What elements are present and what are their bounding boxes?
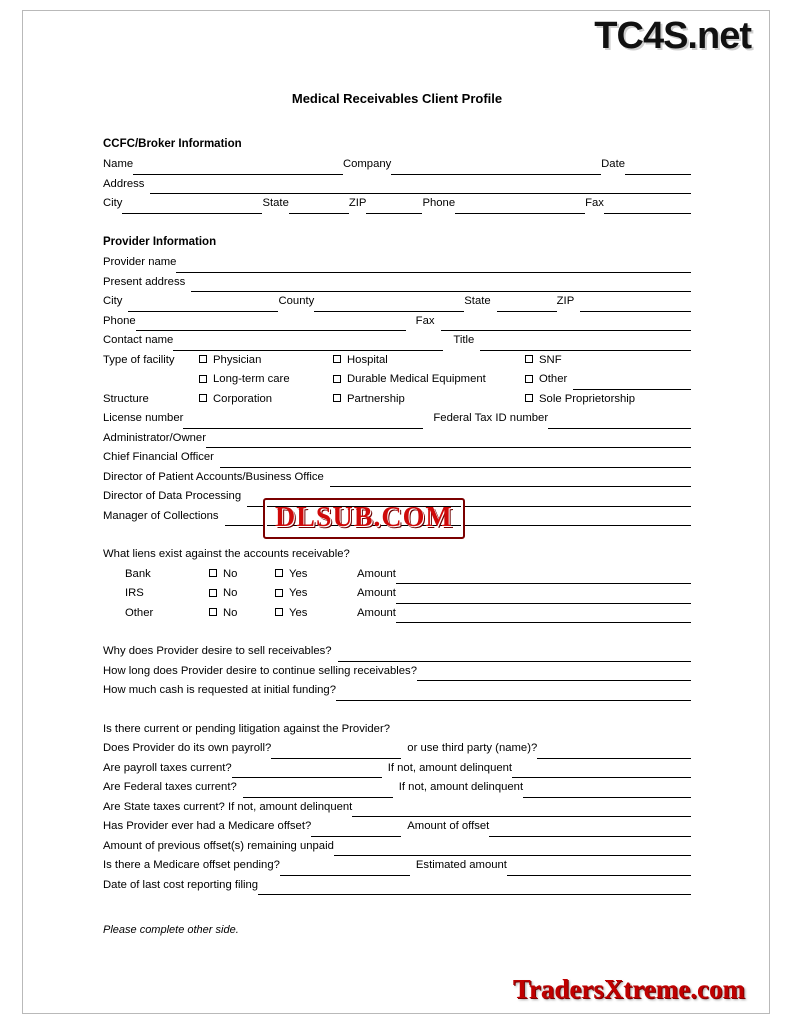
label-chief-financial-officer: Chief Financial Officer (103, 451, 214, 463)
option-label: Yes (289, 567, 308, 580)
lien-row-bank (103, 565, 691, 585)
checkbox-icon[interactable] (275, 608, 283, 616)
lien-label-irs: IRS (125, 587, 144, 599)
checkbox-icon[interactable] (525, 375, 533, 383)
checkbox-icon[interactable] (333, 355, 341, 363)
input-broker-city[interactable] (122, 200, 262, 214)
input-estimated-amount[interactable] (507, 862, 691, 876)
label-provider-phone: Phone (103, 314, 136, 327)
payroll-row (103, 739, 691, 759)
input-irs-amount[interactable] (396, 590, 691, 604)
label-litigation-question: Is there current or pending litigation against the Provider? (103, 722, 390, 735)
input-director-patient-accounts[interactable] (330, 473, 691, 487)
label-address: Address (103, 177, 145, 190)
section-heading-provider: Provider Information (103, 235, 217, 248)
license-row (103, 409, 691, 429)
checkbox-icon[interactable] (209, 569, 217, 577)
label-offset-pending: Is there a Medicare offset pending? (103, 859, 280, 871)
label-federal-tax-id: Federal Tax ID number (433, 412, 549, 424)
label-date: Date (601, 158, 625, 170)
checkbox-irs-no[interactable] (209, 584, 275, 604)
lien-row-irs (103, 584, 691, 604)
input-contact-title[interactable] (480, 337, 691, 351)
label-how-much-cash: How much cash is requested at initial funding? (103, 684, 336, 696)
label-payroll-taxes-current: Are payroll taxes current? (103, 761, 232, 774)
checkbox-facility-physician[interactable] (199, 351, 333, 371)
option-label: Sole Proprietorship (539, 392, 636, 405)
label-own-payroll: Does Provider do its own payroll? (103, 742, 272, 754)
input-bank-amount[interactable] (396, 570, 691, 584)
option-label: No (223, 606, 238, 619)
section-heading-broker: CCFC/Broker Information (103, 137, 242, 150)
provider-contact-row (103, 331, 691, 351)
payroll-taxes-row (103, 759, 691, 779)
label-provider-city: City (103, 295, 123, 307)
label-provider-fax: Fax (415, 314, 435, 327)
label-payroll-delinquent: If not, amount delinquent (387, 761, 513, 774)
input-federal-delinquent[interactable] (523, 784, 691, 798)
desire-cash-row (103, 681, 691, 701)
checkbox-icon[interactable] (209, 608, 217, 616)
label-estimated-amount: Estimated amount (415, 859, 507, 871)
input-payroll-taxes-current[interactable] (232, 764, 382, 778)
label-name: Name (103, 158, 134, 170)
label-state: State (262, 197, 289, 209)
label-irs-amount: Amount (357, 587, 396, 599)
input-why-sell[interactable] (338, 648, 691, 662)
label-liens-question: What liens exist against the accounts receivable? (103, 548, 350, 560)
input-administrator-owner[interactable] (206, 434, 691, 448)
label-contact-name: Contact name (103, 334, 174, 346)
input-federal-taxes-current[interactable] (243, 784, 393, 798)
label-structure: Structure (103, 392, 149, 405)
input-broker-name[interactable] (133, 161, 343, 175)
label-previous-offset-unpaid: Amount of previous offset(s) remaining unpaid (103, 839, 334, 852)
provider-name-row (103, 253, 691, 273)
patient-accounts-row (103, 468, 691, 488)
label-city: City (103, 197, 123, 209)
checkbox-structure-partnership[interactable] (333, 390, 525, 410)
input-amount-of-offset[interactable] (489, 823, 691, 837)
watermark-top-logo: TC4S.net (594, 15, 751, 57)
input-broker-company[interactable] (391, 161, 601, 175)
input-medicare-offset[interactable] (311, 823, 401, 837)
input-payroll-delinquent[interactable] (512, 764, 691, 778)
option-label: Hospital (347, 353, 388, 366)
input-chief-financial-officer[interactable] (220, 454, 691, 468)
label-provider-name: Provider name (103, 256, 177, 268)
watermark-bottom-logo: TradersXtreme.com (512, 974, 745, 1004)
input-how-much-cash[interactable] (336, 687, 691, 701)
option-label: Durable Medical Equipment (347, 373, 486, 385)
label-why-sell: Why does Provider desire to sell receivables? (103, 645, 332, 657)
label-bank-amount: Amount (357, 567, 396, 580)
previous-offset-row (103, 837, 691, 857)
checkbox-facility-other[interactable] (525, 370, 567, 390)
facility-row-1 (103, 351, 691, 371)
option-label: No (223, 567, 238, 580)
label-director-data-processing: Director of Data Processing (103, 490, 242, 502)
structure-row (103, 390, 691, 410)
input-contact-name[interactable] (173, 337, 443, 351)
lien-label-bank: Bank (125, 567, 151, 580)
label-contact-title: Title (453, 334, 475, 346)
option-label: SNF (539, 353, 562, 366)
input-provider-zip[interactable] (580, 298, 691, 312)
input-broker-fax[interactable] (604, 200, 691, 214)
checkbox-icon[interactable] (199, 394, 207, 402)
input-provider-state[interactable] (497, 298, 557, 312)
input-provider-city[interactable] (128, 298, 278, 312)
label-federal-delinquent: If not, amount delinquent (398, 781, 524, 793)
offset-pending-row (103, 856, 691, 876)
label-manager-of-collections: Manager of Collections (103, 509, 219, 522)
cfo-row (103, 448, 691, 468)
input-present-address[interactable] (191, 278, 691, 292)
input-broker-phone[interactable] (455, 200, 585, 214)
input-third-party[interactable] (537, 745, 691, 759)
input-license-number[interactable] (183, 415, 423, 429)
facility-row-2 (103, 370, 691, 390)
provider-address-row (103, 273, 691, 293)
broker-address-row (103, 175, 691, 195)
label-medicare-offset: Has Provider ever had a Medicare offset? (103, 820, 312, 832)
checkbox-icon[interactable] (525, 355, 533, 363)
checkbox-bank-no[interactable] (209, 565, 275, 585)
checkbox-structure-sole-proprietorship[interactable] (525, 390, 635, 410)
checkbox-icon[interactable] (333, 394, 341, 402)
document-page (22, 10, 770, 1014)
desire-duration-row (103, 662, 691, 682)
option-label: No (223, 587, 238, 599)
checkbox-facility-dme[interactable] (333, 370, 525, 390)
state-taxes-row (103, 798, 691, 818)
label-state-taxes: Are State taxes current? If not, amount delinquent (103, 800, 353, 813)
lien-label-other: Other (125, 606, 154, 619)
provider-phone-row (103, 312, 691, 332)
label-amount-of-offset: Amount of offset (407, 820, 490, 832)
input-state-taxes-delinquent[interactable] (352, 803, 691, 817)
checkbox-other-no[interactable] (209, 604, 275, 624)
checkbox-icon[interactable] (209, 589, 217, 597)
checkbox-facility-long-term-care[interactable] (199, 370, 333, 390)
checkbox-icon[interactable] (199, 355, 207, 363)
option-label: Other (539, 373, 568, 385)
option-label: Yes (289, 587, 308, 599)
litigation-question-row (103, 720, 691, 740)
option-label: Long-term care (213, 373, 290, 385)
label-license-number: License number (103, 412, 184, 424)
checkbox-facility-snf[interactable] (525, 351, 562, 371)
checkbox-icon[interactable] (333, 375, 341, 383)
broker-city-row (103, 194, 691, 214)
medicare-offset-row (103, 817, 691, 837)
input-broker-address[interactable] (150, 180, 691, 194)
input-other-amount[interactable] (396, 609, 691, 623)
liens-question-row (103, 545, 691, 565)
label-present-address: Present address (103, 275, 186, 288)
option-label: Corporation (213, 392, 273, 405)
input-federal-tax-id[interactable] (548, 415, 691, 429)
input-broker-state[interactable] (289, 200, 349, 214)
label-how-long: How long does Provider desire to continue selling receivables? (103, 664, 417, 677)
footer-note: Please complete other side. (103, 924, 239, 936)
label-federal-taxes-current: Are Federal taxes current? (103, 781, 237, 793)
watermark-center-stamp: DLSUB.COM (263, 498, 465, 539)
checkbox-other-yes[interactable] (275, 604, 357, 624)
label-type-of-facility: Type of facility (103, 353, 175, 366)
federal-taxes-row (103, 778, 691, 798)
input-provider-phone[interactable] (136, 317, 406, 331)
checkbox-icon[interactable] (525, 394, 533, 402)
input-offset-pending[interactable] (280, 862, 410, 876)
checkbox-irs-yes[interactable] (275, 584, 357, 604)
label-phone: Phone (422, 197, 456, 209)
label-director-patient-accounts: Director of Patient Accounts/Business Office (103, 470, 324, 483)
input-broker-date[interactable] (625, 161, 691, 175)
desire-sell-row (103, 642, 691, 662)
label-other-amount: Amount (357, 606, 396, 619)
label-provider-zip: ZIP (556, 295, 575, 307)
input-previous-offset-unpaid[interactable] (334, 842, 691, 856)
checkbox-icon[interactable] (199, 375, 207, 383)
label-fax: Fax (585, 197, 604, 209)
checkbox-icon[interactable] (275, 589, 283, 597)
input-provider-fax[interactable] (441, 317, 691, 331)
lien-row-other (103, 604, 691, 624)
input-cost-report-date[interactable] (258, 881, 691, 895)
label-provider-county: County (278, 295, 315, 307)
page-title: Medical Receivables Client Profile (291, 91, 503, 106)
option-label: Physician (213, 353, 262, 366)
label-zip: ZIP (348, 197, 367, 209)
input-broker-zip[interactable] (366, 200, 422, 214)
label-provider-state: State (464, 295, 491, 307)
label-third-party: or use third party (name)? (407, 742, 538, 754)
checkbox-facility-hospital[interactable] (333, 351, 525, 371)
input-facility-other[interactable] (573, 376, 691, 390)
administrator-row (103, 429, 691, 449)
label-cost-report-date: Date of last cost reporting filing (103, 878, 259, 891)
provider-city-row (103, 292, 691, 312)
label-administrator-owner: Administrator/Owner (103, 431, 206, 444)
option-label: Partnership (347, 392, 405, 405)
option-label: Yes (289, 606, 308, 619)
checkbox-icon[interactable] (275, 569, 283, 577)
input-provider-name[interactable] (176, 259, 691, 273)
checkbox-bank-yes[interactable] (275, 565, 357, 585)
input-how-long[interactable] (417, 667, 691, 681)
input-provider-county[interactable] (314, 298, 464, 312)
broker-name-row (103, 155, 691, 175)
input-own-payroll[interactable] (271, 745, 401, 759)
checkbox-structure-corporation[interactable] (199, 390, 333, 410)
label-company: Company (342, 158, 392, 170)
cost-report-row (103, 876, 691, 896)
